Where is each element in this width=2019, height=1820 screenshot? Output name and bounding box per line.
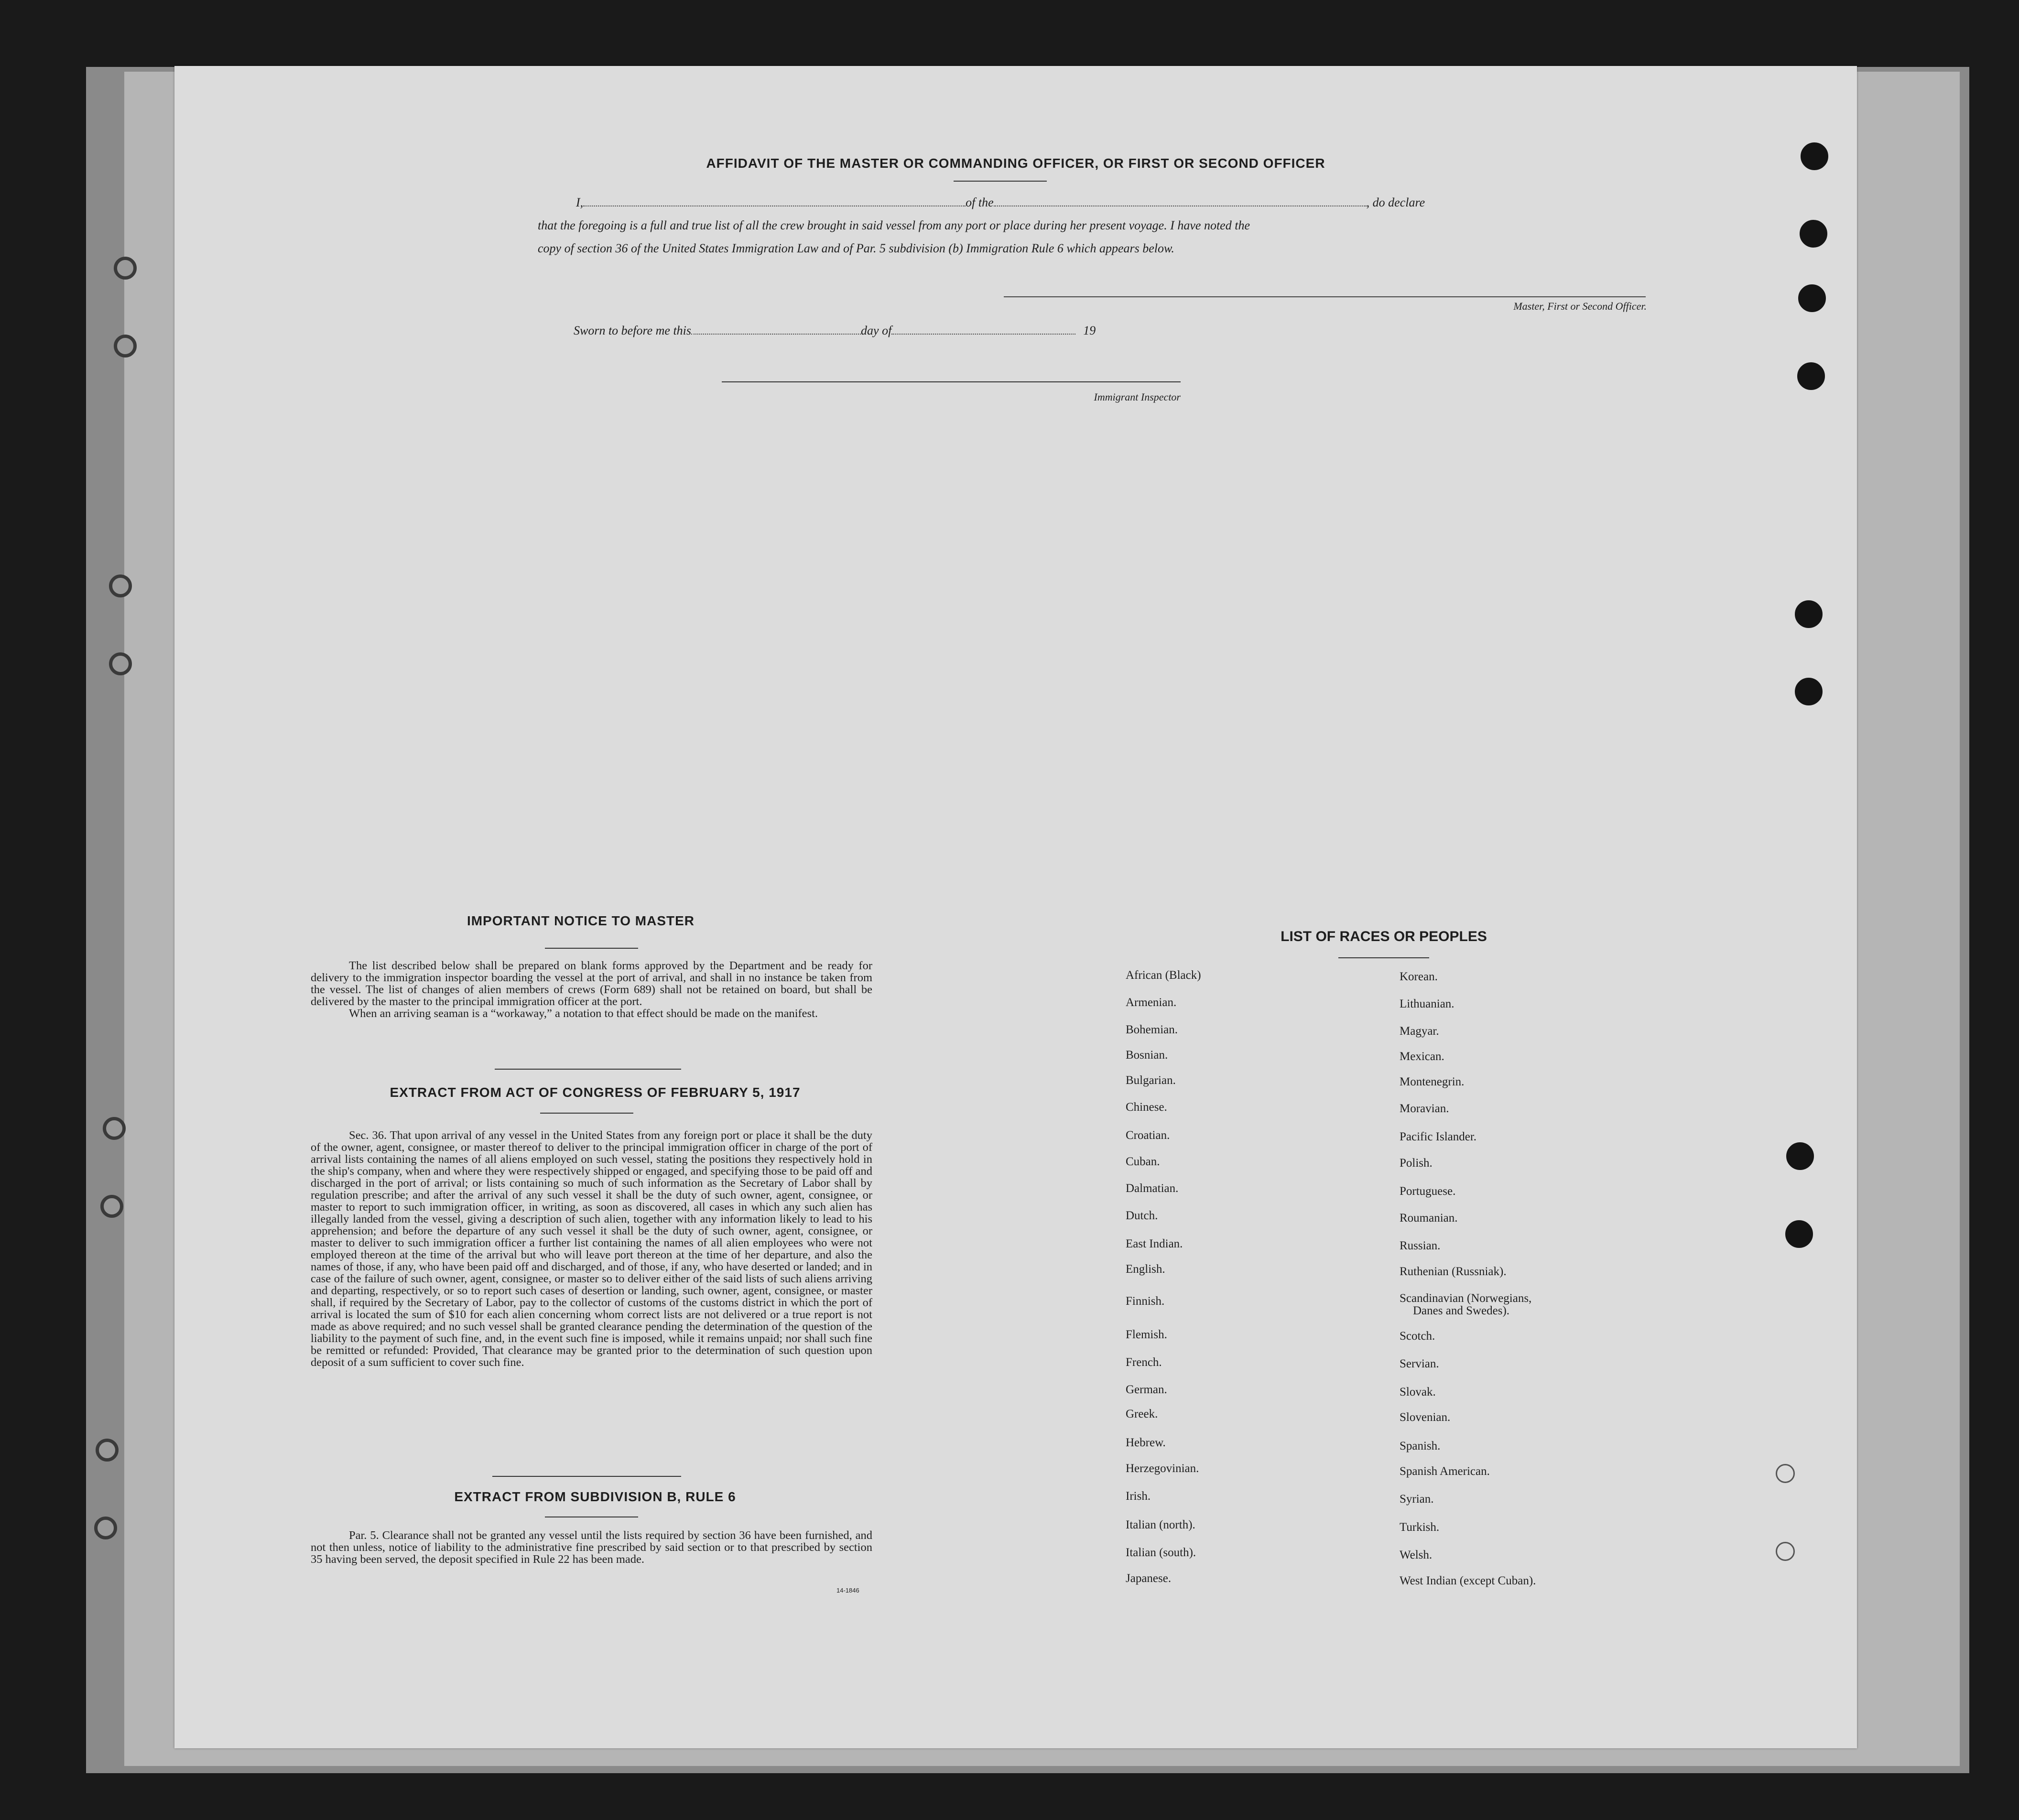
race-item: Spanish American. <box>1400 1465 1490 1478</box>
race-item: Italian (south). <box>1126 1546 1196 1559</box>
binder-hole <box>94 1517 117 1539</box>
rule-par-5 <box>311 1529 872 1565</box>
affidavit-declaration <box>538 191 1647 260</box>
master-signature-label: Master, First or Second Officer. <box>1513 300 1647 312</box>
race-item: Dalmatian. <box>1126 1182 1179 1195</box>
declaration-line-2: that the foregoing is a full and true list of all the crew brought in said vessel from any port or place during her present voyage. I have noted the <box>538 218 1250 232</box>
race-item: Flemish. <box>1126 1328 1167 1341</box>
year-prefix: 19 <box>1083 324 1096 337</box>
act-divider <box>540 1113 633 1114</box>
race-item: Dutch. <box>1126 1209 1158 1222</box>
race-item: Turkish. <box>1400 1521 1440 1534</box>
notice-body <box>311 960 872 1019</box>
race-item: German. <box>1126 1383 1167 1396</box>
rule-par-5-text: Par. 5. Clearance shall not be granted any vessel until the lists required by section 36 have been furnished, and not then unless, notice of liability to the administrative fine prescribed by said section or to that prescribed by section 35 having been served, the deposit specified in Rule 22 has been made. <box>311 1529 872 1566</box>
race-item: Roumanian. <box>1400 1212 1458 1224</box>
punch-hole <box>1785 1220 1813 1248</box>
notice-title: IMPORTANT NOTICE TO MASTER <box>467 913 695 928</box>
section-divider <box>495 1069 681 1070</box>
race-item: Scandinavian (Norwegians, <box>1400 1292 1532 1305</box>
race-item: Servian. <box>1400 1357 1439 1370</box>
affidavit-title: AFFIDAVIT OF THE MASTER OR COMMANDING OFFICER, OR FIRST OR SECOND OFFICER <box>706 156 1325 171</box>
master-signature-line[interactable] <box>1004 296 1646 297</box>
race-item: French. <box>1126 1356 1162 1369</box>
punch-hole <box>1798 284 1826 312</box>
form-page <box>174 66 1857 1748</box>
binder-hole <box>109 574 132 597</box>
race-item: Croatian. <box>1126 1129 1170 1142</box>
race-item: English. <box>1126 1263 1165 1276</box>
binder-hole <box>109 652 132 675</box>
sworn-line <box>574 319 1096 342</box>
race-item: Moravian. <box>1400 1102 1449 1115</box>
inspector-label: Immigrant Inspector <box>1094 391 1181 403</box>
race-item: Polish. <box>1400 1157 1433 1170</box>
punch-hole <box>1786 1142 1814 1170</box>
race-item: Herzegovinian. <box>1126 1462 1199 1475</box>
binder-hole <box>100 1195 123 1218</box>
declaration-i-label: I, <box>576 195 584 209</box>
race-item: Italian (north). <box>1126 1518 1195 1531</box>
race-item: Chinese. <box>1126 1101 1167 1114</box>
punch-hole <box>1795 678 1823 705</box>
race-item: Spanish. <box>1400 1440 1441 1452</box>
notice-paragraph-1: The list described below shall be prepared on blank forms approved by the Department and be ready for delivery to the immigration inspector boarding the vessel at the port of arrival, and shall in no instance be taken from the vessel. The list of changes of alien members of crews (Form 689) shall not be retained on board, but shall be delivered by the master to the principal immigration officer at the port. <box>311 959 872 1008</box>
vessel-name-field[interactable] <box>994 201 1367 206</box>
race-item: Armenian. <box>1126 996 1177 1009</box>
binder-hole <box>103 1117 126 1140</box>
races-list <box>1126 969 1747 1587</box>
race-item: Japanese. <box>1126 1572 1172 1585</box>
race-item: Irish. <box>1126 1490 1151 1503</box>
punch-hole <box>1776 1542 1795 1561</box>
race-item: Slovenian. <box>1400 1411 1451 1424</box>
race-item: African (Black) <box>1126 969 1201 982</box>
binder-hole <box>96 1439 119 1462</box>
declaration-of-the-label: of the <box>966 195 994 209</box>
race-item: Magyar. <box>1400 1025 1439 1038</box>
title-divider <box>954 181 1047 182</box>
race-item: Syrian. <box>1400 1493 1434 1506</box>
race-item: Bosnian. <box>1126 1049 1168 1062</box>
rule-title: EXTRACT FROM SUBDIVISION B, RULE 6 <box>454 1489 736 1504</box>
act-section-36-text: Sec. 36. That upon arrival of any vessel in the United States from any foreign port or place it shall be the duty of the owner, agent, consignee, or master thereof to deliver to the principal immigration officer in charge of the port of arrival lists containing the names of all aliens employed on such vessel, stating the positions they respectively hold in the ship's company, when and where they were respectively shipped or engaged, and specifying those to be paid off and discharged in the port of arrival; or lists containing so much of such information as the Secretary of Labor shall by regulation prescribe; and after the arrival of any such vessel it shall be the duty of such owner, agent, consignee, or master to report to such immigration officer, in writing, as soon as discovered, all cases in which any such alien has illegally landed from the vessel, giving a description of such alien, together with any information likely to lead to his apprehension; and before the departure of any such vessel it shall be the duty of such owner, agent, consignee, or master to deliver to such immigration officer a further list containing the names of all alien employees who were not employed thereon at the time of the arrival but who will leave port thereon at the time of her departure, and also the names of those, if any, who have been paid off and discharged, and of those, if any, who have deserted or landed; and in case of the failure of such owner, agent, consignee, or master so to deliver either of the said lists of such aliens arriving and departing, respectively, or so to report such cases of desertion or landing, such owner, agent, consignee, or master shall, if required by the Secretary of Labor, pay to the collector of customs of the customs district in which the port of arrival is located the sum of $10 for each alien concerning whom correct lists are not delivered or a true report is not made as above required; and no such vessel shall be granted clearance pending the determination of the question of the liability to the payment of such fine, and, in the event such fine is imposed, while it remains unpaid; nor shall such fine be remitted or refunded: Provided, That clearance may be granted prior to the determination of such question upon deposit of a sum sufficient to cover such fine. <box>311 1129 872 1369</box>
race-item: West Indian (except Cuban). <box>1400 1574 1536 1587</box>
notice-divider <box>545 948 638 949</box>
master-name-field[interactable] <box>583 201 966 206</box>
punch-hole <box>1795 600 1823 628</box>
race-item: Ruthenian (Russniak). <box>1400 1265 1507 1278</box>
race-item: Cuban. <box>1126 1155 1160 1168</box>
punch-hole <box>1776 1464 1795 1483</box>
section-divider-2 <box>492 1476 681 1477</box>
form-number: 14-1846 <box>836 1587 859 1594</box>
notice-paragraph-2: When an arriving seaman is a “workaway,” a notation to that effect should be made on the manifest. <box>349 1007 818 1020</box>
binder-hole <box>114 257 137 280</box>
race-item: Korean. <box>1400 970 1438 983</box>
race-item: Montenegrin. <box>1400 1075 1465 1088</box>
race-item: Slovak. <box>1400 1386 1436 1398</box>
race-item: Mexican. <box>1400 1050 1444 1063</box>
races-divider <box>1338 957 1429 958</box>
inspector-signature-line[interactable] <box>722 381 1181 382</box>
sworn-label: Sworn to before me this <box>574 324 692 337</box>
binder-hole <box>114 335 137 358</box>
race-item: Welsh. <box>1400 1549 1433 1561</box>
race-item: Scotch. <box>1400 1330 1435 1343</box>
race-item: Greek. <box>1126 1408 1158 1420</box>
race-item: Lithuanian. <box>1400 997 1455 1010</box>
race-item: Pacific Islander. <box>1400 1130 1477 1143</box>
race-item: Hebrew. <box>1126 1436 1166 1449</box>
day-of-label: day of <box>861 324 892 337</box>
sworn-month-field[interactable] <box>891 329 1075 335</box>
race-item: Bulgarian. <box>1126 1074 1176 1087</box>
declaration-line-3: copy of section 36 of the United States Immigration Law and of Par. 5 subdivision (b) Immigration Rule 6 which appears below. <box>538 241 1174 255</box>
race-item: Finnish. <box>1126 1295 1165 1308</box>
race-item: Portuguese. <box>1400 1185 1456 1198</box>
sworn-day-field[interactable] <box>691 329 861 335</box>
race-item: Russian. <box>1400 1239 1441 1252</box>
races-title: LIST OF RACES OR PEOPLES <box>1281 929 1487 944</box>
punch-hole <box>1797 362 1825 390</box>
race-item: East Indian. <box>1126 1237 1183 1250</box>
act-title: EXTRACT FROM ACT OF CONGRESS OF FEBRUARY 5, 1917 <box>390 1085 801 1100</box>
race-item: Bohemian. <box>1126 1023 1178 1036</box>
declaration-end-label: , do declare <box>1366 195 1425 209</box>
punch-hole <box>1800 220 1827 248</box>
act-section-36 <box>311 1129 872 1368</box>
race-item: Danes and Swedes). <box>1413 1304 1510 1317</box>
